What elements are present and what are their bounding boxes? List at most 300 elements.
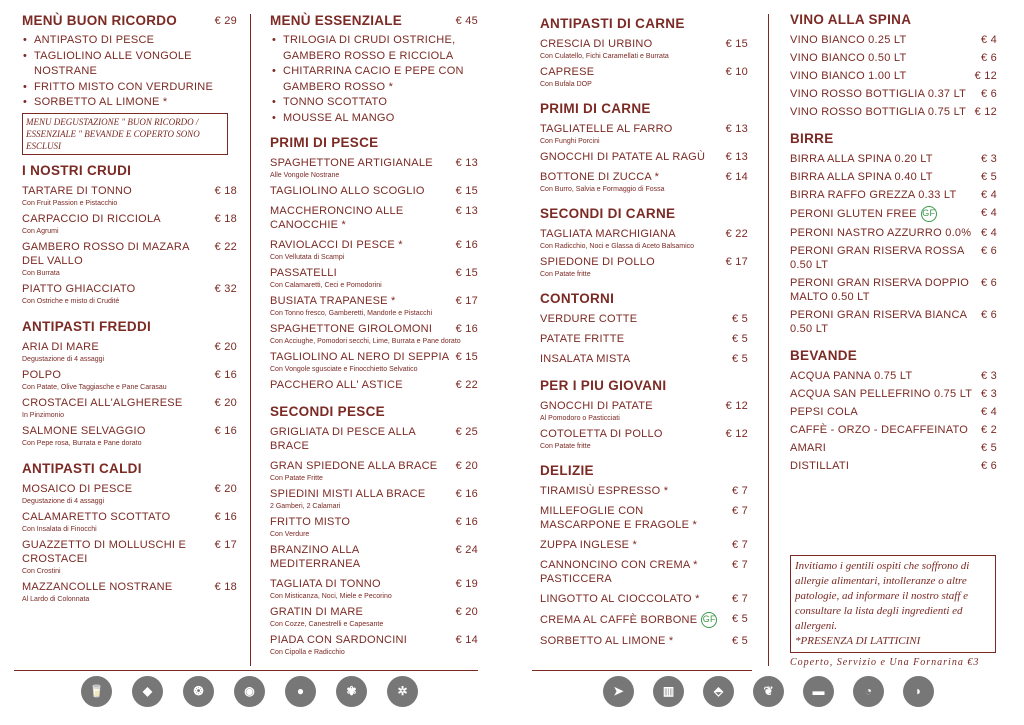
fish-icon: ➤ bbox=[603, 676, 634, 707]
menu-item bbox=[540, 538, 748, 552]
item-description: Con Insalata di Finocchi bbox=[22, 525, 97, 533]
mushroom-icon: ⬘ bbox=[703, 676, 734, 707]
list-item: • FRITTO MISTO CON VERDURINE bbox=[21, 80, 237, 96]
menu-item bbox=[790, 308, 997, 336]
item-name: GRAN SPIEDONE ALLA BRACE bbox=[270, 460, 438, 472]
item-name: VINO BIANCO 0.50 LT bbox=[790, 52, 907, 64]
menu-item bbox=[270, 487, 478, 511]
item-description: Con Burrata bbox=[22, 269, 60, 277]
item-name: BIRRA ALLA SPINA 0.40 LT bbox=[790, 171, 933, 183]
item-description: Con Cozze, Canestrelli e Capesante bbox=[270, 621, 384, 628]
menu-item bbox=[270, 577, 478, 601]
item-price: € 20 bbox=[455, 460, 478, 472]
menu-note: MENU DEGUSTAZIONE " BUON RICORDO / ESSENZIALE " BEVANDE E COPERTO SONO ESCLUSI bbox=[22, 113, 228, 155]
item-price: € 16 bbox=[455, 323, 478, 335]
section-title: CONTORNI bbox=[540, 291, 615, 306]
item-name: TARTARE DI TONNO bbox=[22, 184, 132, 197]
item-price: € 13 bbox=[725, 151, 748, 163]
item-name: BIRRA ALLA SPINA 0.20 LT bbox=[790, 153, 933, 165]
menu-item bbox=[270, 543, 478, 571]
menu-item bbox=[270, 633, 478, 657]
list-item: • TAGLIOLINO ALLE VONGOLE NOSTRANE bbox=[21, 49, 237, 80]
item-name: VINO BIANCO 0.25 LT bbox=[790, 34, 907, 46]
menu-item bbox=[540, 227, 748, 251]
menu-item bbox=[540, 612, 748, 628]
section bbox=[22, 319, 237, 448]
item-name: MILLEFOGLIE CON MASCARPONE E FRAGOLE * bbox=[540, 505, 698, 531]
section-title: I NOSTRI CRUDI bbox=[22, 162, 132, 178]
item-name: GAMBERO ROSSO DI MAZARA DEL VALLO bbox=[22, 240, 190, 267]
item-name: BUSIATA TRAPANESE * bbox=[270, 295, 396, 307]
item-price: € 5 bbox=[731, 613, 748, 625]
item-name: SORBETTO AL LIMONE * bbox=[540, 635, 674, 647]
item-description: Con Patate, Olive Taggiasche e Pane Carasau bbox=[22, 383, 167, 391]
item-price: € 4 bbox=[980, 227, 997, 239]
egg-icon: ● bbox=[285, 676, 316, 707]
item-price: € 22 bbox=[725, 228, 748, 240]
gluten-free-icon: GF bbox=[701, 612, 717, 628]
menu-item bbox=[790, 244, 997, 272]
menu-item bbox=[790, 87, 997, 101]
item-description: Con Ostriche e misto di Crudité bbox=[22, 297, 120, 305]
list-item: • SORBETTO AL LIMONE * bbox=[21, 95, 237, 111]
section-title: ANTIPASTI DI CARNE bbox=[540, 16, 685, 31]
menu-item bbox=[22, 340, 237, 364]
menu-item bbox=[790, 69, 997, 83]
item-description: Con Pepe rosa, Burrata e Pane dorato bbox=[22, 439, 142, 447]
item-price: € 4 bbox=[980, 34, 997, 46]
item-name: CRESCIA DI URBINO bbox=[540, 38, 653, 50]
section bbox=[540, 463, 748, 648]
section-title: ANTIPASTI FREDDI bbox=[22, 318, 152, 334]
item-description: Degustazione di 4 assaggi bbox=[22, 355, 105, 363]
item-price: € 4 bbox=[980, 406, 997, 418]
item-name: PERONI GRAN RISERVA BIANCA 0.50 LT bbox=[790, 309, 967, 335]
item-name: MOSAICO DI PESCE bbox=[22, 482, 133, 495]
item-name: TAGLIOLINO ALLO SCOGLIO bbox=[270, 185, 425, 197]
item-name: PACCHERO ALL' ASTICE bbox=[270, 379, 403, 391]
corn-icon: ▥ bbox=[653, 676, 684, 707]
item-description: 2 Gamberi, 2 Calamari bbox=[270, 503, 341, 510]
item-price: € 5 bbox=[731, 353, 748, 365]
item-price: € 5 bbox=[980, 171, 997, 183]
divider bbox=[532, 670, 752, 671]
menu-item bbox=[270, 204, 478, 232]
list-item: • ANTIPASTO DI PESCE bbox=[21, 33, 237, 49]
menu-item bbox=[270, 425, 478, 453]
item-name: TAGLIATA DI TONNO bbox=[270, 578, 381, 590]
item-price: € 5 bbox=[980, 442, 997, 454]
menu-item bbox=[22, 538, 237, 576]
item-name: CROSTACEI ALL'ALGHERESE bbox=[22, 396, 183, 409]
item-price: € 10 bbox=[725, 66, 748, 78]
wheat-icon: ✲ bbox=[387, 676, 418, 707]
section bbox=[22, 461, 237, 604]
menu-item bbox=[540, 634, 748, 648]
item-description: Con Verdure bbox=[270, 531, 310, 538]
menu-item bbox=[270, 515, 478, 539]
menu-item bbox=[790, 170, 997, 184]
menu-item bbox=[790, 152, 997, 166]
menu-item bbox=[540, 427, 748, 451]
gluten-free-icon: GF bbox=[921, 206, 937, 222]
item-name: PERONI GRAN RISERVA DOPPIO MALTO 0.50 LT bbox=[790, 277, 970, 303]
menu-item bbox=[22, 424, 237, 448]
section-title: BEVANDE bbox=[790, 348, 858, 363]
item-name: GRIGLIATA DI PESCE ALLA BRACE bbox=[270, 426, 416, 452]
item-name: CREMA AL CAFFÈ BORBONE GF bbox=[540, 612, 732, 628]
garlic-icon: ◆ bbox=[132, 676, 163, 707]
column-3 bbox=[540, 12, 748, 662]
item-price: € 12 bbox=[974, 106, 997, 118]
item-name: POLPO bbox=[22, 368, 62, 381]
section bbox=[790, 131, 997, 336]
item-name: VINO BIANCO 1.00 LT bbox=[790, 70, 907, 82]
item-name: SPIEDONE DI POLLO bbox=[540, 256, 655, 268]
item-description: Con Agrumi bbox=[22, 227, 59, 235]
item-price: € 3 bbox=[980, 388, 997, 400]
item-description: Con Bufala DOP bbox=[540, 81, 592, 88]
list-item: • TONNO SCOTTATO bbox=[270, 95, 478, 111]
menu-item bbox=[540, 312, 748, 326]
item-price: € 6 bbox=[980, 245, 997, 257]
menu-item bbox=[540, 150, 748, 164]
item-name: GNOCCHI DI PATATE bbox=[540, 400, 653, 412]
item-price: € 7 bbox=[731, 593, 748, 605]
list-item: • TRILOGIA DI CRUDI OSTRICHE, GAMBERO ROSSO E RICCIOLA bbox=[270, 33, 478, 64]
item-name: TAGLIATA MARCHIGIANA bbox=[540, 228, 676, 240]
menu-item bbox=[540, 592, 748, 606]
peanut-icon: ❂ bbox=[183, 676, 214, 707]
item-price: € 25 bbox=[455, 426, 478, 438]
item-name: SALMONE SELVAGGIO bbox=[22, 424, 146, 437]
item-name: SPAGHETTONE GIROLOMONI bbox=[270, 323, 433, 335]
item-description: Con Vongole sgusciate e Finocchietto Selvatico bbox=[270, 366, 418, 373]
menu-item bbox=[22, 580, 237, 604]
item-price: € 12 bbox=[725, 400, 748, 412]
item-price: € 18 bbox=[214, 184, 237, 197]
item-price: € 6 bbox=[980, 52, 997, 64]
item-price: € 32 bbox=[214, 282, 237, 295]
item-price: € 24 bbox=[455, 544, 478, 556]
item-price: € 16 bbox=[214, 424, 237, 437]
item-name: ARIA DI MARE bbox=[22, 340, 99, 353]
item-price: € 7 bbox=[731, 559, 748, 571]
item-name: CAPRESE bbox=[540, 66, 595, 78]
item-price: € 18 bbox=[214, 212, 237, 225]
section bbox=[540, 291, 748, 366]
section bbox=[22, 163, 237, 306]
menu-item bbox=[270, 266, 478, 290]
item-price: € 14 bbox=[455, 634, 478, 646]
section-title: SECONDI PESCE bbox=[270, 404, 385, 419]
soy-icon: ◗ bbox=[903, 676, 934, 707]
item-price: € 7 bbox=[731, 485, 748, 497]
item-name: SPAGHETTONE ARTIGIANALE bbox=[270, 157, 433, 169]
menu-item bbox=[22, 212, 237, 236]
item-price: € 16 bbox=[455, 516, 478, 528]
nuts-icon: ◉ bbox=[234, 676, 265, 707]
menu-item bbox=[270, 378, 478, 392]
shrimp-icon: ◔ bbox=[853, 676, 884, 707]
menu-item bbox=[790, 276, 997, 304]
item-name: ACQUA SAN PELLEFRINO 0.75 LT bbox=[790, 388, 973, 400]
shellfish-icon: ✾ bbox=[336, 676, 367, 707]
item-name: LINGOTTO AL CIOCCOLATO * bbox=[540, 593, 700, 605]
item-price: € 16 bbox=[455, 488, 478, 500]
item-price: € 22 bbox=[214, 240, 237, 253]
item-name: TIRAMISÙ ESPRESSO * bbox=[540, 485, 669, 497]
section bbox=[270, 135, 478, 392]
menu-item bbox=[790, 459, 997, 473]
section bbox=[540, 16, 748, 89]
menu-ricordo-header: MENÙ BUON RICORDO € 29 bbox=[22, 13, 237, 28]
menu-item bbox=[270, 294, 478, 318]
menu-item bbox=[790, 369, 997, 383]
menu-item bbox=[540, 332, 748, 346]
item-price: € 2 bbox=[980, 424, 997, 436]
section bbox=[270, 404, 478, 657]
section-title: BIRRE bbox=[790, 131, 834, 146]
item-name: VINO ROSSO BOTTIGLIA 0.37 LT bbox=[790, 88, 967, 100]
item-name: CARPACCIO DI RICCIOLA bbox=[22, 212, 161, 225]
menu-item bbox=[270, 238, 478, 262]
item-price: € 15 bbox=[455, 185, 478, 197]
item-name: CALAMARETTO SCOTTATO bbox=[22, 510, 171, 523]
coperto-note: Coperto, Servizio e Una Fornarina €3 bbox=[790, 657, 980, 668]
section-title: PER I PIU GIOVANI bbox=[540, 378, 667, 393]
item-price: € 6 bbox=[980, 88, 997, 100]
item-description: Con Tonno fresco, Gamberetti, Mandorle e Pistacchi bbox=[270, 310, 433, 317]
menu-item bbox=[270, 156, 478, 180]
divider bbox=[768, 14, 769, 666]
item-price: € 13 bbox=[455, 157, 478, 169]
menu-item bbox=[540, 122, 748, 146]
item-name: COTOLETTA DI POLLO bbox=[540, 428, 663, 440]
menu-item bbox=[540, 484, 748, 498]
item-price: € 15 bbox=[725, 38, 748, 50]
menu-item bbox=[790, 206, 997, 222]
menu-item bbox=[540, 352, 748, 366]
item-price: € 7 bbox=[731, 505, 748, 517]
item-description: Con Cipolla e Radicchio bbox=[270, 649, 345, 656]
section bbox=[540, 206, 748, 279]
menu-item bbox=[540, 399, 748, 423]
item-price: € 3 bbox=[980, 370, 997, 382]
item-price: € 7 bbox=[731, 539, 748, 551]
item-price: € 17 bbox=[455, 295, 478, 307]
item-description: Con Patate Fritte bbox=[270, 475, 323, 482]
section-title: SECONDI DI CARNE bbox=[540, 206, 676, 221]
item-price: € 19 bbox=[455, 578, 478, 590]
latticini-note: *PRESENZA DI LATTICINI bbox=[795, 635, 921, 647]
item-name: PERONI GRAN RISERVA ROSSA 0.50 LT bbox=[790, 245, 964, 271]
section bbox=[790, 348, 997, 473]
item-name: PIATTO GHIACCIATO bbox=[22, 282, 136, 295]
item-name: GUAZZETTO DI MOLLUSCHI E CROSTACEI bbox=[22, 538, 187, 565]
item-name: TAGLIOLINO AL NERO DI SEPPIA bbox=[270, 351, 450, 363]
item-price: € 4 bbox=[980, 189, 997, 201]
menu-item bbox=[790, 51, 997, 65]
item-name: BOTTONE DI ZUCCA * bbox=[540, 171, 660, 183]
menu-item bbox=[22, 184, 237, 208]
item-price: € 6 bbox=[980, 309, 997, 321]
item-description: Con Burro, Salvia e Formaggio di Fossa bbox=[540, 186, 665, 193]
item-description: Con Vellutata di Scampi bbox=[270, 254, 345, 261]
menu-item bbox=[790, 33, 997, 47]
item-description: Con Patate fritte bbox=[540, 443, 591, 450]
item-price: € 16 bbox=[214, 368, 237, 381]
section-title: PRIMI DI CARNE bbox=[540, 101, 651, 116]
item-description: In Pinzimonio bbox=[22, 411, 65, 419]
item-name: PIADA CON SARDONCINI bbox=[270, 634, 408, 646]
item-name: GRATIN DI MARE bbox=[270, 606, 364, 618]
menu-essenziale-list bbox=[270, 33, 478, 126]
item-price: € 5 bbox=[731, 333, 748, 345]
item-name: FRITTO MISTO bbox=[270, 516, 351, 528]
menu-item bbox=[22, 368, 237, 392]
menu-item bbox=[540, 558, 748, 586]
divider bbox=[250, 14, 251, 666]
column-1 bbox=[22, 12, 237, 618]
item-name: BRANZINO ALLA MEDITERRANEA bbox=[270, 544, 361, 570]
item-name: ZUPPA INGLESE * bbox=[540, 539, 638, 551]
item-price: € 14 bbox=[725, 171, 748, 183]
allergy-info: Invitiamo i gentili ospiti che soffrono di allergie alimentari, intolleranze o altre patologie, ad informare il nostro staff e consultare la lista degli ingredienti ed allergeni. *PRESENZA DI LATTICINI bbox=[790, 555, 996, 653]
item-price: € 5 bbox=[731, 635, 748, 647]
item-price: € 15 bbox=[455, 267, 478, 279]
menu-item bbox=[540, 255, 748, 279]
item-price: € 3 bbox=[980, 153, 997, 165]
menu-item bbox=[540, 65, 748, 89]
item-description: Con Acciughe, Pomodori secchi, Lime, Burrata e Pane dorato bbox=[270, 338, 461, 345]
item-price: € 20 bbox=[214, 396, 237, 409]
item-name: INSALATA MISTA bbox=[540, 353, 631, 365]
section bbox=[540, 378, 748, 451]
item-price: € 12 bbox=[974, 70, 997, 82]
section-title: VINO ALLA SPINA bbox=[790, 12, 912, 27]
menu-item bbox=[790, 387, 997, 401]
section bbox=[790, 12, 997, 119]
item-name: PEPSI COLA bbox=[790, 406, 858, 418]
item-price: € 4 bbox=[980, 207, 997, 219]
item-name: MAZZANCOLLE NOSTRANE bbox=[22, 580, 173, 593]
list-item: • MOUSSE AL MANGO bbox=[270, 111, 478, 127]
item-description: Al Lardo di Colonnata bbox=[22, 595, 90, 603]
meat-icon: ▬ bbox=[803, 676, 834, 707]
item-description: Con Calamaretti, Ceci e Pomodorini bbox=[270, 282, 382, 289]
milk-icon: 🥛 bbox=[81, 676, 112, 707]
celery-icon: ❦ bbox=[753, 676, 784, 707]
item-description: Con Radicchio, Noci e Glassa di Aceto Balsamico bbox=[540, 243, 695, 250]
menu-item bbox=[270, 184, 478, 198]
item-price: € 17 bbox=[214, 538, 237, 551]
item-name: PATATE FRITTE bbox=[540, 333, 625, 345]
item-price: € 13 bbox=[725, 123, 748, 135]
item-price: € 17 bbox=[725, 256, 748, 268]
item-price: € 12 bbox=[725, 428, 748, 440]
menu-item bbox=[270, 350, 478, 374]
item-price: € 18 bbox=[214, 580, 237, 593]
item-price: € 5 bbox=[731, 313, 748, 325]
item-price: € 6 bbox=[980, 460, 997, 472]
list-item: • CHITARRINA CACIO E PEPE CON GAMBERO ROSSO * bbox=[270, 64, 478, 95]
menu-item bbox=[270, 322, 478, 346]
menu-item bbox=[22, 510, 237, 534]
column-2 bbox=[270, 12, 478, 671]
item-description: Al Pomodoro o Pasticciati bbox=[540, 415, 620, 422]
item-price: € 16 bbox=[214, 510, 237, 523]
item-description: Con Crostini bbox=[22, 567, 61, 575]
section-title: DELIZIE bbox=[540, 463, 594, 478]
item-name: PASSATELLI bbox=[270, 267, 337, 279]
item-name: MACCHERONCINO ALLE CANOCCHIE * bbox=[270, 205, 404, 231]
item-price: € 20 bbox=[214, 340, 237, 353]
menu-item bbox=[270, 605, 478, 629]
section bbox=[540, 101, 748, 194]
menu-item bbox=[790, 188, 997, 202]
item-name: TAGLIATELLE AL FARRO bbox=[540, 123, 673, 135]
item-name: AMARI bbox=[790, 442, 827, 454]
menu-ricordo-list bbox=[21, 33, 237, 111]
item-name: ACQUA PANNA 0.75 LT bbox=[790, 370, 913, 382]
item-description: Con Culatello, Fichi Caramellati e Burrata bbox=[540, 53, 669, 60]
item-price: € 6 bbox=[980, 277, 997, 289]
section-title: PRIMI DI PESCE bbox=[270, 135, 379, 150]
menu-item bbox=[790, 441, 997, 455]
item-description: Alle Vongole Nostrane bbox=[270, 172, 340, 179]
item-name: VERDURE COTTE bbox=[540, 313, 638, 325]
menu-item bbox=[790, 105, 997, 119]
menu-item bbox=[22, 282, 237, 306]
item-name: SPIEDINI MISTI ALLA BRACE bbox=[270, 488, 426, 500]
item-name: BIRRA RAFFO GREZZA 0.33 LT bbox=[790, 189, 957, 201]
item-price: € 15 bbox=[455, 351, 478, 363]
menu-item bbox=[790, 226, 997, 240]
menu-item bbox=[22, 396, 237, 420]
item-description: Con Fruit Passion e Pistacchio bbox=[22, 199, 118, 207]
item-price: € 20 bbox=[455, 606, 478, 618]
item-price: € 20 bbox=[214, 482, 237, 495]
item-name: CANNONCINO CON CREMA * PASTICCERA bbox=[540, 559, 698, 585]
menu-item bbox=[540, 504, 748, 532]
menu-essenziale-header: MENÙ ESSENZIALE € 45 bbox=[270, 13, 478, 28]
menu-item bbox=[790, 405, 997, 419]
item-price: € 16 bbox=[455, 239, 478, 251]
item-name: GNOCCHI DI PATATE AL RAGÙ bbox=[540, 151, 706, 163]
section-title: ANTIPASTI CALDI bbox=[22, 460, 142, 476]
item-name: CAFFÈ - ORZO - DECAFFEINATO bbox=[790, 424, 969, 436]
menu-item bbox=[540, 37, 748, 61]
item-description: Degustazione di 4 assaggi bbox=[22, 497, 105, 505]
menu-item bbox=[790, 423, 997, 437]
item-price: € 13 bbox=[455, 205, 478, 217]
item-price: € 22 bbox=[455, 379, 478, 391]
menu-item bbox=[540, 170, 748, 194]
item-description: Con Funghi Porcini bbox=[540, 138, 600, 145]
menu-item bbox=[22, 240, 237, 278]
item-name: DISTILLATI bbox=[790, 460, 850, 472]
item-name: VINO ROSSO BOTTIGLIA 0.75 LT bbox=[790, 106, 967, 118]
item-name: PERONI NASTRO AZZURRO 0.0% bbox=[790, 227, 972, 239]
item-name: PERONI GLUTEN FREE GF bbox=[790, 206, 981, 222]
item-description: Con Misticanza, Noci, Miele e Pecorino bbox=[270, 593, 392, 600]
item-name: RAVIOLACCI DI PESCE * bbox=[270, 239, 403, 251]
column-4 bbox=[790, 12, 997, 487]
item-description: Con Patate fritte bbox=[540, 271, 591, 278]
menu-item bbox=[22, 482, 237, 506]
menu-item bbox=[270, 459, 478, 483]
